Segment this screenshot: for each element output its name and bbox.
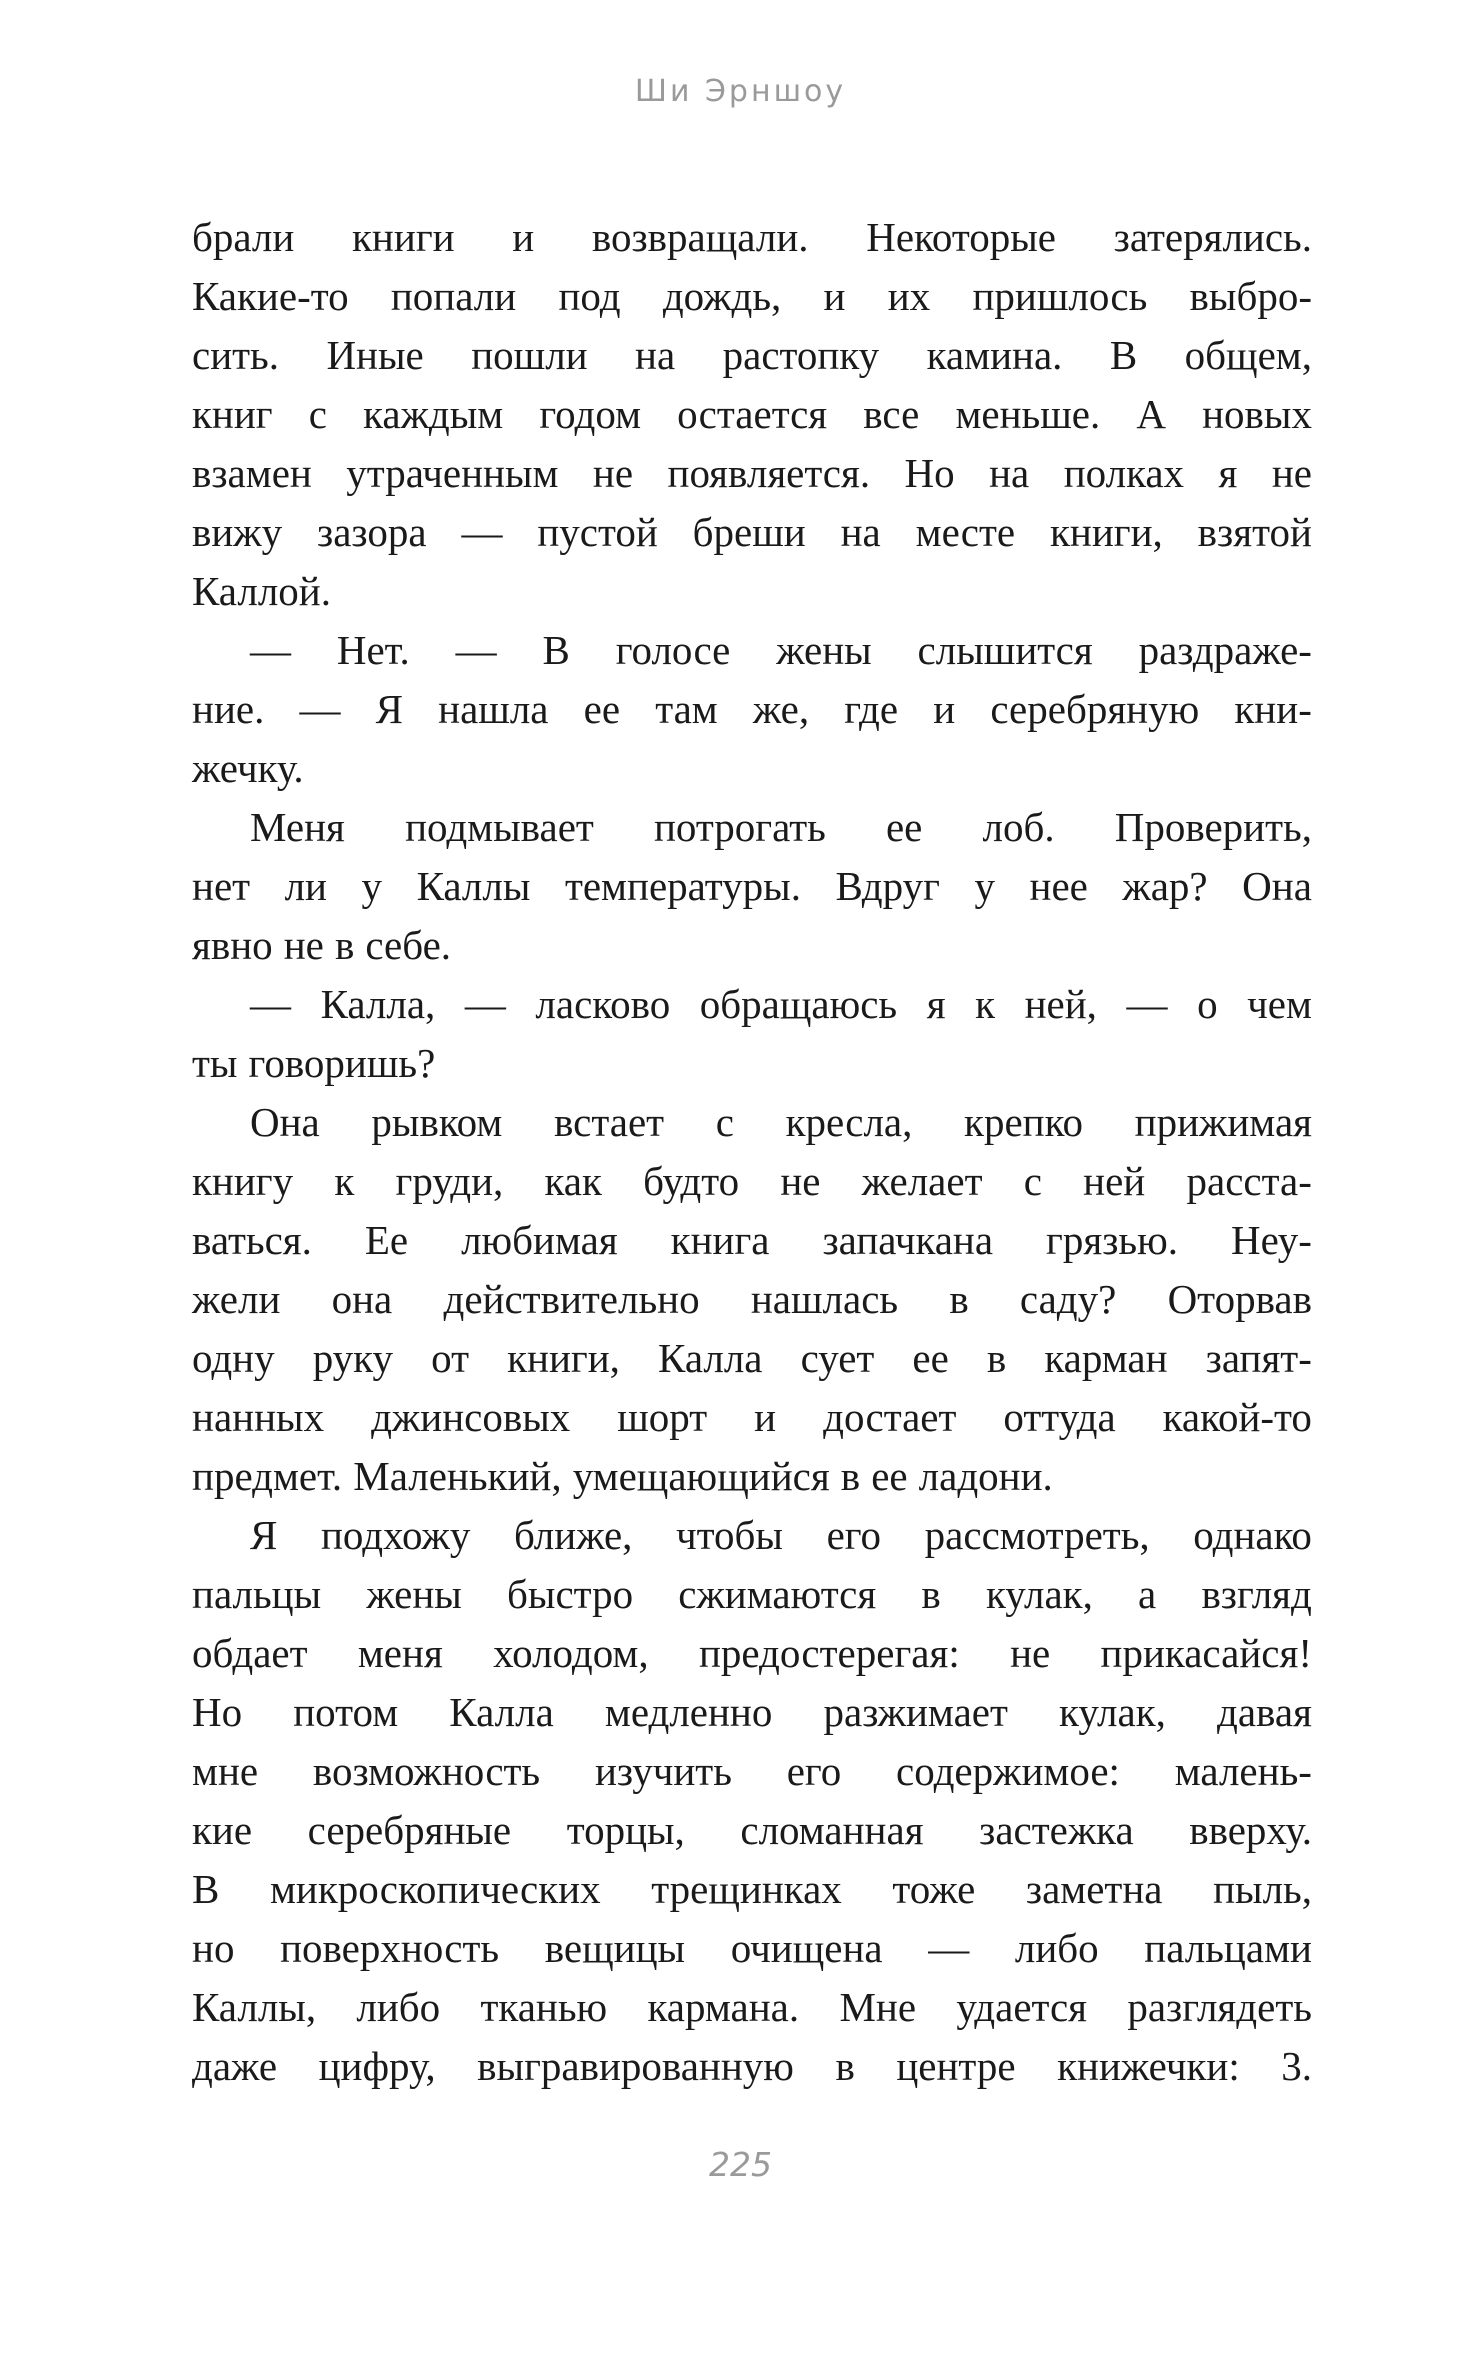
- word: книжечки:: [1057, 2043, 1240, 2089]
- text-line: [192, 503, 1312, 562]
- word: Маленький,: [353, 1453, 562, 1499]
- word: Она: [1242, 863, 1312, 909]
- word: Иные: [326, 332, 424, 378]
- word: застежка: [979, 1807, 1134, 1853]
- text-line: [192, 326, 1312, 385]
- word: и: [933, 686, 956, 732]
- word: любимая: [461, 1217, 618, 1263]
- word: слышится: [917, 627, 1093, 673]
- word: разглядеть: [1127, 1984, 1312, 2030]
- word: бреши: [692, 509, 806, 555]
- word: в: [835, 2043, 855, 2089]
- word: желает: [861, 1158, 983, 1204]
- word: грязью.: [1046, 1217, 1178, 1263]
- word: кни-: [1234, 686, 1312, 732]
- word: раздраже-: [1138, 627, 1312, 673]
- word: камина.: [926, 332, 1063, 378]
- word: я: [926, 981, 946, 1027]
- word: удается: [956, 1984, 1088, 2030]
- word: Каллой.: [192, 568, 331, 614]
- text-line: [192, 680, 1312, 739]
- word: пустой: [537, 509, 658, 555]
- word: нашла: [438, 686, 549, 732]
- word: изучить: [594, 1748, 732, 1794]
- word: Калла,: [320, 981, 436, 1027]
- word: сломанная: [740, 1807, 924, 1853]
- word: книг: [192, 391, 273, 437]
- word: она: [331, 1276, 393, 1322]
- word: от: [431, 1335, 470, 1381]
- word: ние.: [192, 686, 265, 732]
- word: В: [192, 1866, 220, 1912]
- word: очищена: [730, 1925, 883, 1971]
- text-line: [192, 1388, 1312, 1447]
- word: цифру,: [318, 2043, 436, 2089]
- word: Какие-то: [192, 273, 349, 319]
- word: голосе: [615, 627, 731, 673]
- word: давая: [1217, 1689, 1312, 1735]
- word: обдает: [192, 1630, 308, 1676]
- word: достает: [823, 1394, 957, 1440]
- word: Каллы,: [192, 1984, 317, 2030]
- word: Каллы: [416, 863, 531, 909]
- word: лоб.: [982, 804, 1055, 850]
- word: Неу-: [1230, 1217, 1312, 1263]
- text-line: [192, 857, 1312, 916]
- word: прижимая: [1134, 1099, 1312, 1145]
- word: у: [361, 863, 383, 909]
- word: либо: [356, 1984, 441, 2030]
- word: карман: [1044, 1335, 1168, 1381]
- word: подхожу: [320, 1512, 471, 1558]
- word: обращаюсь: [699, 981, 898, 1027]
- word: Калла: [658, 1335, 763, 1381]
- word: книгу: [192, 1158, 294, 1204]
- word: 3.: [1281, 2043, 1312, 2089]
- word: ласково: [535, 981, 671, 1027]
- word: возвращали.: [591, 214, 809, 260]
- word: к: [334, 1158, 355, 1204]
- word: встает: [554, 1099, 665, 1145]
- word: поверхность: [280, 1925, 500, 1971]
- word: содержимое:: [896, 1748, 1120, 1794]
- word: Она: [250, 1099, 320, 1145]
- word: Оторвав: [1167, 1276, 1312, 1322]
- word: там: [655, 686, 718, 732]
- word: ваться.: [192, 1217, 312, 1263]
- word: Я: [375, 686, 403, 732]
- word: кулак,: [985, 1571, 1093, 1617]
- word: кулак,: [1059, 1689, 1166, 1735]
- word: пальцы: [192, 1571, 322, 1617]
- word: и: [754, 1394, 777, 1440]
- word: его: [786, 1748, 842, 1794]
- word: к: [975, 981, 996, 1027]
- word: будто: [643, 1158, 740, 1204]
- word: нанных: [192, 1394, 325, 1440]
- running-head-author: Ши Эрншоу: [634, 74, 847, 109]
- text-line: [192, 798, 1312, 857]
- word: мне: [192, 1748, 259, 1794]
- word: в: [921, 1571, 941, 1617]
- word: новых: [1202, 391, 1312, 437]
- word: остается: [677, 391, 828, 437]
- word: на: [840, 509, 881, 555]
- word: ее: [583, 686, 621, 732]
- word: жечку.: [192, 745, 304, 791]
- word: —: [461, 509, 503, 555]
- word: какой-то: [1162, 1394, 1312, 1440]
- word: тоже: [892, 1866, 976, 1912]
- word: серебряную: [990, 686, 1200, 732]
- word: с: [715, 1099, 734, 1145]
- word: предостерегая:: [698, 1630, 960, 1676]
- word: трещинках: [651, 1866, 842, 1912]
- word: Вдруг: [835, 863, 940, 909]
- word: холодом,: [493, 1630, 649, 1676]
- word: однако: [1193, 1512, 1312, 1558]
- word: действительно: [443, 1276, 700, 1322]
- text-line: [192, 562, 1312, 621]
- text-line: [192, 1801, 1312, 1860]
- word: с: [1023, 1158, 1042, 1204]
- word: зазора: [317, 509, 427, 555]
- word: пальцами: [1144, 1925, 1312, 1971]
- word: а: [1138, 1571, 1157, 1617]
- word: —: [464, 981, 506, 1027]
- word: но: [192, 1925, 235, 1971]
- word: тканью: [480, 1984, 608, 2030]
- word: книги: [352, 214, 455, 260]
- word: все: [863, 391, 920, 437]
- word: В: [1109, 332, 1138, 378]
- word: книга: [670, 1217, 770, 1263]
- word: и: [823, 273, 846, 319]
- word: пришлось: [972, 273, 1148, 319]
- word: —: [455, 627, 497, 673]
- word: умещающийся: [572, 1453, 830, 1499]
- word: серебряные: [307, 1807, 512, 1853]
- text-line: [192, 1270, 1312, 1329]
- word: груди,: [395, 1158, 504, 1204]
- word: Но: [192, 1689, 243, 1735]
- word: чем: [1247, 981, 1312, 1027]
- word: ближе,: [513, 1512, 633, 1558]
- word: утраченным: [346, 450, 559, 496]
- word: жены: [366, 1571, 462, 1617]
- word: центре: [896, 2043, 1016, 2089]
- word: ее: [871, 1453, 908, 1499]
- word: либо: [1014, 1925, 1099, 1971]
- word: ней,: [1024, 981, 1097, 1027]
- text-line: [192, 1329, 1312, 1388]
- word: сить.: [192, 332, 280, 378]
- word: не: [1010, 1630, 1051, 1676]
- word: говоришь?: [248, 1040, 436, 1086]
- word: в: [334, 922, 355, 968]
- word: себе.: [365, 922, 452, 968]
- text-line: [192, 1565, 1312, 1624]
- word: в: [949, 1276, 969, 1322]
- word: в: [986, 1335, 1007, 1381]
- text-line: [192, 1742, 1312, 1801]
- word: взгляд: [1201, 1571, 1312, 1617]
- word: ней: [1083, 1158, 1146, 1204]
- word: шорт: [617, 1394, 708, 1440]
- text-line: [192, 739, 1312, 798]
- word: растопку: [722, 332, 880, 378]
- word: Меня: [250, 804, 345, 850]
- word: пыль,: [1213, 1866, 1312, 1912]
- word: же,: [752, 686, 810, 732]
- word: пошли: [471, 332, 588, 378]
- word: чтобы: [676, 1512, 783, 1558]
- word: кие: [192, 1807, 253, 1853]
- word: медленно: [604, 1689, 773, 1735]
- word: малень-: [1174, 1748, 1312, 1794]
- word: выгравированную: [477, 2043, 794, 2089]
- word: книги,: [507, 1335, 620, 1381]
- word: книги,: [1049, 509, 1163, 555]
- text-line: [192, 1211, 1312, 1270]
- text-line: [192, 621, 1312, 680]
- text-line: [192, 444, 1312, 503]
- word: их: [887, 273, 931, 319]
- word: микроскопических: [269, 1866, 601, 1912]
- word: —: [250, 627, 291, 673]
- word: заметна: [1025, 1866, 1163, 1912]
- word: оттуда: [1003, 1394, 1116, 1440]
- text-line: [192, 2037, 1312, 2096]
- word: на: [989, 450, 1030, 496]
- word: саду?: [1019, 1276, 1117, 1322]
- word: о: [1197, 981, 1218, 1027]
- word: полках: [1063, 450, 1185, 496]
- word: разжимает: [823, 1689, 1008, 1735]
- word: меньше.: [955, 391, 1101, 437]
- text-line: [192, 385, 1312, 444]
- word: торцы,: [566, 1807, 685, 1853]
- word: расста-: [1186, 1158, 1312, 1204]
- word: как: [544, 1158, 602, 1204]
- word: запачкана: [822, 1217, 994, 1263]
- word: кармана.: [647, 1984, 800, 2030]
- word: предмет.: [192, 1453, 343, 1499]
- word: меня: [357, 1630, 443, 1676]
- body-text: [192, 208, 1312, 2096]
- text-line: [192, 1034, 1312, 1093]
- word: жены: [776, 627, 872, 673]
- word: не: [1271, 450, 1312, 496]
- word: нашлась: [750, 1276, 899, 1322]
- word: ее: [885, 804, 923, 850]
- word: брали: [192, 214, 295, 260]
- word: явно: [192, 922, 273, 968]
- word: дождь,: [662, 273, 782, 319]
- word: быстро: [507, 1571, 634, 1617]
- word: вверху.: [1189, 1807, 1312, 1853]
- word: ладони.: [918, 1453, 1053, 1499]
- word: его: [826, 1512, 882, 1558]
- word: крепко: [964, 1099, 1083, 1145]
- text-line: [192, 267, 1312, 326]
- word: даже: [192, 2043, 278, 2089]
- word: ее: [912, 1335, 949, 1381]
- word: сует: [800, 1335, 875, 1381]
- word: я: [1218, 450, 1238, 496]
- word: руку: [312, 1335, 394, 1381]
- word: годом: [539, 391, 642, 437]
- word: и: [512, 214, 535, 260]
- word: общем,: [1184, 332, 1312, 378]
- word: каждым: [363, 391, 504, 437]
- word: температуры.: [564, 863, 801, 909]
- word: В: [542, 627, 570, 673]
- text-line: [192, 1624, 1312, 1683]
- word: Но: [904, 450, 955, 496]
- word: Проверить,: [1114, 804, 1312, 850]
- word: не: [780, 1158, 821, 1204]
- text-line: [192, 1093, 1312, 1152]
- word: под: [558, 273, 621, 319]
- word: сжимаются: [678, 1571, 877, 1617]
- word: одну: [192, 1335, 275, 1381]
- word: Я: [250, 1512, 278, 1558]
- word: вижу: [192, 509, 283, 555]
- word: с: [308, 391, 327, 437]
- word: где: [844, 686, 899, 732]
- word: Калла: [449, 1689, 554, 1735]
- word: не: [592, 450, 634, 496]
- word: —: [250, 981, 291, 1027]
- word: у: [974, 863, 995, 909]
- word: Мне: [839, 1984, 917, 2030]
- word: вещицы: [544, 1925, 686, 1971]
- word: джинсовых: [371, 1394, 571, 1440]
- word: Некоторые: [866, 214, 1056, 260]
- word: не: [283, 922, 324, 968]
- text-line: [192, 1683, 1312, 1742]
- word: —: [299, 686, 341, 732]
- text-line: [192, 1447, 1312, 1506]
- word: затерялись.: [1113, 214, 1312, 260]
- word: нее: [1029, 863, 1088, 909]
- word: появляется.: [667, 450, 871, 496]
- word: в: [840, 1453, 861, 1499]
- word: прикасайся!: [1100, 1630, 1312, 1676]
- text-line: [192, 916, 1312, 975]
- word: ли: [284, 863, 327, 909]
- word: возможность: [312, 1748, 541, 1794]
- word: рассмотреть,: [924, 1512, 1150, 1558]
- word: жар?: [1122, 863, 1208, 909]
- word: месте: [915, 509, 1016, 555]
- word: —: [928, 1925, 970, 1971]
- text-line: [192, 1506, 1312, 1565]
- word: потом: [293, 1689, 399, 1735]
- word: жели: [192, 1276, 281, 1322]
- text-line: [192, 975, 1312, 1034]
- text-line: [192, 1152, 1312, 1211]
- page-number: 225: [709, 2145, 772, 2184]
- word: выбро-: [1189, 273, 1312, 319]
- text-line: [192, 1919, 1312, 1978]
- word: попали: [390, 273, 517, 319]
- word: нет: [192, 863, 251, 909]
- word: запят-: [1205, 1335, 1312, 1381]
- word: А: [1136, 391, 1166, 437]
- text-line: [192, 208, 1312, 267]
- word: рывком: [371, 1099, 503, 1145]
- text-line: [192, 1860, 1312, 1919]
- word: потрогать: [653, 804, 826, 850]
- word: на: [635, 332, 676, 378]
- word: ты: [192, 1040, 238, 1086]
- word: подмывает: [405, 804, 594, 850]
- word: взятой: [1197, 509, 1312, 555]
- word: кресла,: [785, 1099, 913, 1145]
- word: Нет.: [336, 627, 410, 673]
- word: Ее: [364, 1217, 409, 1263]
- word: взамен: [192, 450, 312, 496]
- text-line: [192, 1978, 1312, 2037]
- word: —: [1126, 981, 1168, 1027]
